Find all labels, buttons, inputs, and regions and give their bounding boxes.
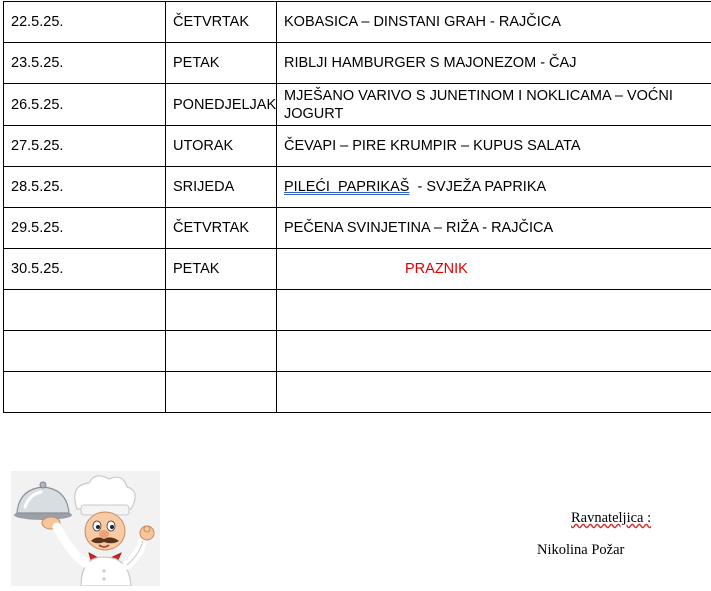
empty-cell <box>277 290 711 331</box>
spellcheck-marked-text: PILEĆI PAPRIKAŠ <box>284 179 409 195</box>
date-cell: 27.5.25. <box>4 126 166 167</box>
menu-row <box>4 249 711 290</box>
meal-cell <box>277 167 711 208</box>
date-cell: 22.5.25. <box>4 2 166 43</box>
meal-cell <box>277 249 711 290</box>
empty-cell <box>277 372 711 413</box>
meal-cell: MJEŠANO VARIVO S JUNETINOM I NOKLICAMA – VOĆNI JOGURT <box>277 84 711 126</box>
menu-table <box>3 1 711 413</box>
menu-row <box>4 126 711 167</box>
empty-cell <box>4 372 166 413</box>
meal-cell: KOBASICA – DINSTANI GRAH - RAJČICA <box>277 2 711 43</box>
menu-row <box>4 84 711 126</box>
day-cell: PETAK <box>166 249 277 290</box>
principal-name: Nikolina Požar <box>537 542 624 559</box>
empty-row <box>4 372 711 413</box>
date-cell: 28.5.25. <box>4 167 166 208</box>
empty-cell <box>166 331 277 372</box>
empty-cell <box>4 331 166 372</box>
meal-cell: RIBLJI HAMBURGER S MAJONEZOM - ČAJ <box>277 43 711 84</box>
principal-title: Ravnateljica : <box>571 510 651 527</box>
menu-row <box>4 208 711 249</box>
day-cell: PETAK <box>166 43 277 84</box>
day-cell: UTORAK <box>166 126 277 167</box>
menu-row <box>4 167 711 208</box>
empty-cell <box>166 290 277 331</box>
meal-cell: ČEVAPI – PIRE KRUMPIR – KUPUS SALATA <box>277 126 711 167</box>
meal-text: - SVJEŽA PAPRIKA <box>409 179 546 195</box>
menu-row <box>4 43 711 84</box>
date-cell: 29.5.25. <box>4 208 166 249</box>
empty-cell <box>166 372 277 413</box>
day-cell: ČETVRTAK <box>166 2 277 43</box>
empty-row <box>4 331 711 372</box>
date-cell: 26.5.25. <box>4 84 166 126</box>
date-cell: 30.5.25. <box>4 249 166 290</box>
day-cell: ČETVRTAK <box>166 208 277 249</box>
chef-cartoon-icon <box>11 471 160 586</box>
empty-cell <box>277 331 711 372</box>
holiday-label: PRAZNIK <box>284 260 468 278</box>
day-cell: PONEDJELJAK <box>166 84 277 126</box>
empty-cell <box>4 290 166 331</box>
menu-row <box>4 2 711 43</box>
empty-row <box>4 290 711 331</box>
meal-cell: PEČENA SVINJETINA – RIŽA - RAJČICA <box>277 208 711 249</box>
date-cell: 23.5.25. <box>4 43 166 84</box>
day-cell: SRIJEDA <box>166 167 277 208</box>
